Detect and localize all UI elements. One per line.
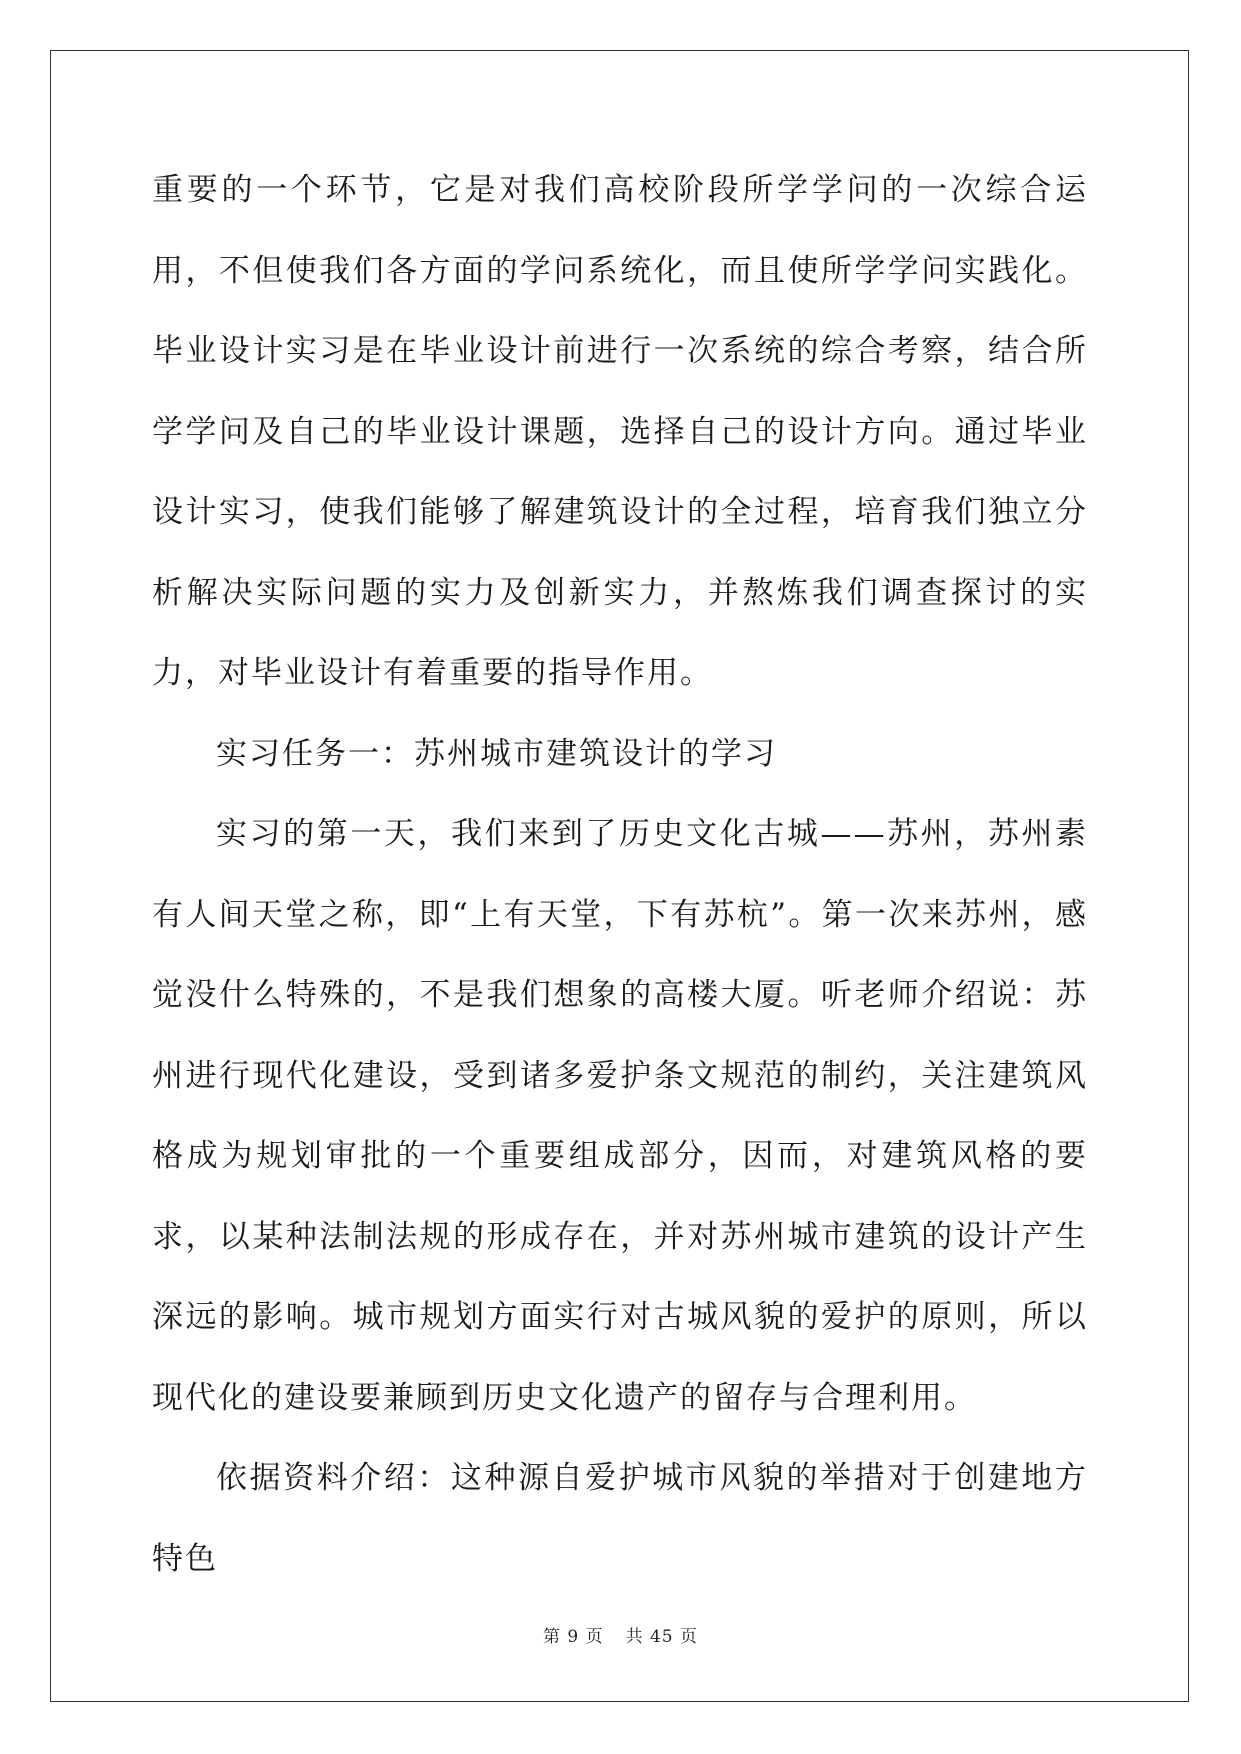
page-total: 共 45 页 xyxy=(625,1627,699,1647)
paragraph: 实习的第一天，我们来到了历史文化古城——苏州，苏州素有人间天堂之称，即“上有天堂，下有苏杭”。第一次来苏州，感觉没什么特殊的，不是我们想象的高楼大厦。听老师介绍说：苏州进行现代化建设，受到诸多爱护条文规范的制约，关注建筑风格成为规划审批的一个重要组成部分，因而，对建筑风格的要求，以某种法制法规的形成存在，并对苏州城市建筑的设计产生深远的影响。城市规划方面实行对古城风貌的爱护的原则，所以现代化的建设要兼顾到历史文化遗产的留存与合理利用。 xyxy=(152,816,1088,1416)
document-body xyxy=(152,150,1088,1599)
paragraph: 重要的一个环节，它是对我们高校阶段所学学问的一次综合运用，不但使我们各方面的学问系统化，而且使所学学问实践化。毕业设计实习是在毕业设计前进行一次系统的综合考察，结合所学学问及自己的毕业设计课题，选择自己的设计方向。通过毕业设计实习，使我们能够了解建筑设计的全过程，培育我们独立分析解决实际问题的实力及创新实力，并熬炼我们调查探讨的实力，对毕业设计有着重要的指导作用。 xyxy=(152,172,1088,691)
section-heading: 实习任务一：苏州城市建筑设计的学习 xyxy=(216,735,777,772)
page-number: 第 9 页 xyxy=(542,1627,604,1647)
paragraph: 依据资料介绍：这种源自爱护城市风貌的举措对于创建地方特色 xyxy=(152,1460,1088,1577)
page-footer xyxy=(0,1622,1241,1647)
